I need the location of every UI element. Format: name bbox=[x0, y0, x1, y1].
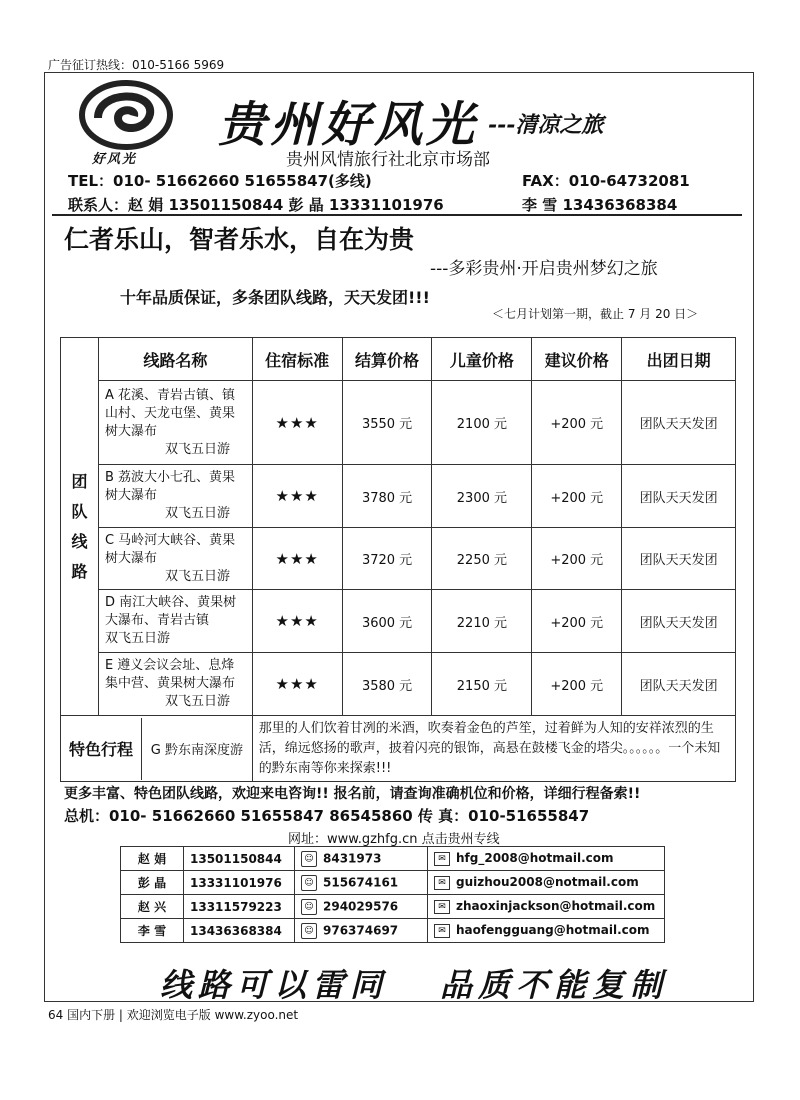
page-footer: 64 国内下册 | 欢迎浏览电子版 www.zyoo.net bbox=[48, 1008, 299, 1022]
child-price: 2210 元 bbox=[432, 590, 532, 653]
route-price: 3600 元 bbox=[342, 590, 432, 653]
suggest-price: +200 元 bbox=[532, 381, 622, 465]
suggest-price: +200 元 bbox=[532, 653, 622, 716]
qq-icon: ☺ bbox=[301, 875, 317, 891]
contact-name: 彭 晶 bbox=[121, 871, 184, 895]
table-header-row bbox=[61, 338, 736, 381]
special-desc: 那里的人们饮着甘冽的米酒，吹奏着金色的芦笙，过着鲜为人知的安祥浓烈的生活，绵远悠扬的歌声，披着闪亮的银饰，高悬在鼓楼飞金的塔尖。。。。。。一个未知的黔东南等你来探索!!! bbox=[252, 716, 735, 782]
table-row bbox=[61, 465, 736, 528]
route-price: 3780 元 bbox=[342, 465, 432, 528]
contact-persons: 联系人：赵 娟 13501150844 彭 晶 13331101976 bbox=[68, 196, 444, 214]
header-suggest: 建议价格 bbox=[532, 338, 622, 381]
contact-phone: 13436368384 bbox=[184, 919, 295, 943]
contacts-table bbox=[120, 846, 665, 943]
depart-date: 团队天天发团 bbox=[622, 528, 736, 590]
route-price: 3580 元 bbox=[342, 653, 432, 716]
child-price: 2150 元 bbox=[432, 653, 532, 716]
guarantee-text: 十年品质保证，多条团队线路，天天发团!!! bbox=[120, 288, 430, 307]
route-price: 3550 元 bbox=[342, 381, 432, 465]
slogan: 仁者乐山，智者乐水，自在为贵 bbox=[64, 225, 415, 254]
route-name: E 遵义会议会址、息烽集中营、黄果树大瀑布 双飞五日游 bbox=[98, 653, 252, 716]
contact-phone: 13331101976 bbox=[184, 871, 295, 895]
plan-note: ＜七月计划第一期，截止 7 月 20 日＞ bbox=[492, 307, 699, 321]
contact-email[interactable]: ✉ hfg_2008@hotmail.com bbox=[428, 847, 665, 871]
header-route: 线路名称 bbox=[98, 338, 252, 381]
fax-line: FAX：010-64732081 bbox=[522, 172, 690, 190]
suggest-price: +200 元 bbox=[532, 528, 622, 590]
mail-icon: ✉ bbox=[434, 924, 450, 938]
contact-email[interactable]: ✉ zhaoxinjackson@hotmail.com bbox=[428, 895, 665, 919]
page-subtitle: ---清凉之旅 bbox=[488, 112, 604, 138]
more-routes-note: 更多丰富、特色团队线路，欢迎来电咨询!! 报名前，请查询准确机位和价格，详细行程备索!! bbox=[64, 786, 641, 802]
header-date: 出团日期 bbox=[622, 338, 736, 381]
contact-persons-2: 李 雪 13436368384 bbox=[522, 196, 678, 214]
website-link[interactable]: 网址：www.gzhfg.cn 点击贵州专线 bbox=[288, 832, 500, 847]
child-price: 2250 元 bbox=[432, 528, 532, 590]
qq-icon: ☺ bbox=[301, 923, 317, 939]
table-row bbox=[121, 895, 665, 919]
depart-date: 团队天天发团 bbox=[622, 381, 736, 465]
special-cell bbox=[61, 716, 253, 782]
contact-name: 赵 娟 bbox=[121, 847, 184, 871]
hotel-stars: ★★★ bbox=[252, 653, 342, 716]
hotel-stars: ★★★ bbox=[252, 381, 342, 465]
agency-name: 贵州风情旅行社北京市场部 bbox=[286, 150, 490, 170]
hotel-stars: ★★★ bbox=[252, 590, 342, 653]
route-name: B 荔波大小七孔、黄果树大瀑布 双飞五日游 bbox=[98, 465, 252, 528]
contact-name: 赵 兴 bbox=[121, 895, 184, 919]
route-name: D 南江大峡谷、黄果树大瀑布、青岩古镇 双飞五日游 bbox=[98, 590, 252, 653]
page-title: 贵州好风光 bbox=[218, 97, 479, 153]
table-row bbox=[61, 653, 736, 716]
route-name: A 花溪、青岩古镇、镇山村、天龙屯堡、黄果树大瀑布 双飞五日游 bbox=[98, 381, 252, 465]
special-label: 特色行程 bbox=[61, 718, 142, 780]
contact-qq: ☺ 8431973 bbox=[295, 847, 428, 871]
contact-qq: ☺ 976374697 bbox=[295, 919, 428, 943]
mail-icon: ✉ bbox=[434, 852, 450, 866]
table-row bbox=[121, 919, 665, 943]
motto-left: 线路可以雷同 bbox=[160, 966, 389, 1004]
switchboard-line: 总机：010- 51662660 51655847 86545860 传 真：010-51655847 bbox=[64, 807, 590, 825]
header-price: 结算价格 bbox=[342, 338, 432, 381]
suggest-price: +200 元 bbox=[532, 590, 622, 653]
header-child: 儿童价格 bbox=[432, 338, 532, 381]
contact-email[interactable]: ✉ guizhou2008@notmail.com bbox=[428, 871, 665, 895]
table-row bbox=[61, 528, 736, 590]
mail-icon: ✉ bbox=[434, 900, 450, 914]
contact-phone: 13311579223 bbox=[184, 895, 295, 919]
hotel-stars: ★★★ bbox=[252, 465, 342, 528]
routes-table bbox=[60, 337, 736, 782]
table-row bbox=[121, 847, 665, 871]
motto-right: 品质不能复制 bbox=[440, 966, 669, 1004]
side-label: 团 队 线 路 bbox=[61, 338, 99, 716]
child-price: 2100 元 bbox=[432, 381, 532, 465]
table-row bbox=[61, 590, 736, 653]
hotel-stars: ★★★ bbox=[252, 528, 342, 590]
tel-line: TEL：010- 51662660 51655847(多线) bbox=[68, 172, 372, 190]
special-route: G 黔东南深度游 bbox=[150, 743, 243, 758]
depart-date: 团队天天发团 bbox=[622, 590, 736, 653]
slogan-sub: ---多彩贵州·开启贵州梦幻之旅 bbox=[430, 259, 658, 279]
logo-text: 好风光 bbox=[92, 152, 138, 167]
table-row bbox=[121, 871, 665, 895]
depart-date: 团队天天发团 bbox=[622, 465, 736, 528]
mail-icon: ✉ bbox=[434, 876, 450, 890]
contact-email[interactable]: ✉ haofengguang@hotmail.com bbox=[428, 919, 665, 943]
table-row bbox=[61, 381, 736, 465]
special-row bbox=[61, 716, 736, 782]
contact-qq: ☺ 515674161 bbox=[295, 871, 428, 895]
qq-icon: ☺ bbox=[301, 899, 317, 915]
contact-phone: 13501150844 bbox=[184, 847, 295, 871]
child-price: 2300 元 bbox=[432, 465, 532, 528]
suggest-price: +200 元 bbox=[532, 465, 622, 528]
contact-qq: ☺ 294029576 bbox=[295, 895, 428, 919]
route-price: 3720 元 bbox=[342, 528, 432, 590]
header-hotel: 住宿标准 bbox=[252, 338, 342, 381]
divider bbox=[52, 214, 742, 216]
route-name: C 马岭河大峡谷、黄果树大瀑布 双飞五日游 bbox=[98, 528, 252, 590]
depart-date: 团队天天发团 bbox=[622, 653, 736, 716]
ad-hotline: 广告征订热线：010-5166 5969 bbox=[48, 58, 225, 72]
qq-icon: ☺ bbox=[301, 851, 317, 867]
contact-name: 李 雪 bbox=[121, 919, 184, 943]
